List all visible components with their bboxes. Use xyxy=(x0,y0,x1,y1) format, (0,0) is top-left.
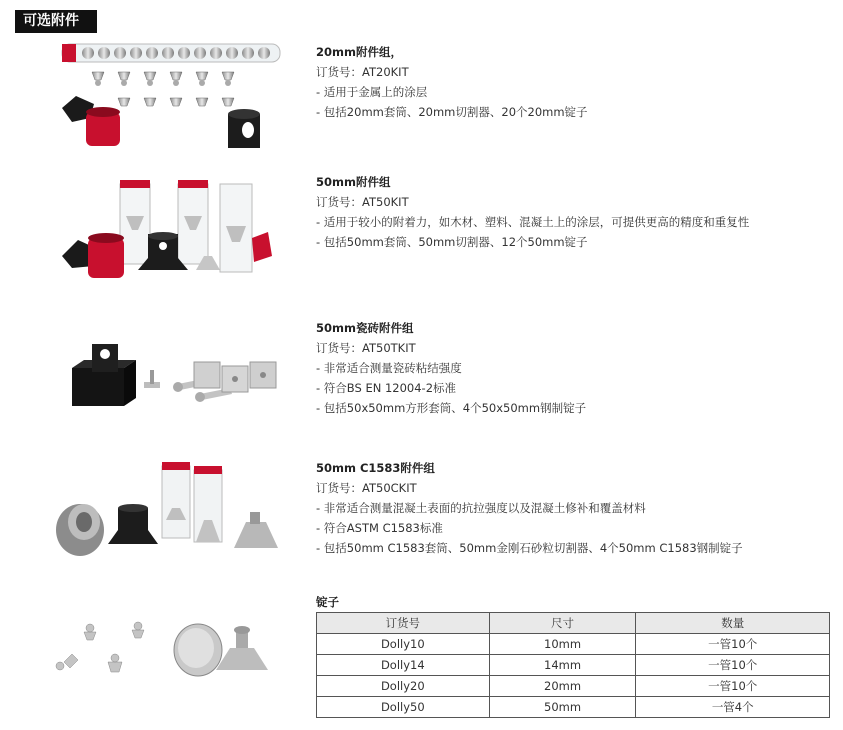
kit-50mm-image xyxy=(48,176,288,296)
column-header: 数量 xyxy=(636,613,830,634)
dollies-title: 锭子 xyxy=(316,595,339,609)
kit-feature: - 包括20mm套筒、20mm切割器、20个20mm锭子 xyxy=(316,105,588,119)
kit-name: 50mm C1583附件组 xyxy=(316,461,435,475)
kit-name: 50mm附件组 xyxy=(316,175,391,189)
kit-order-number: 订货号：AT50TKIT xyxy=(316,341,416,355)
table-row xyxy=(317,655,830,676)
table-cell: 一管10个 xyxy=(636,676,830,697)
table-cell: 14mm xyxy=(489,655,636,676)
kit-50mm-c1583-info xyxy=(316,458,743,558)
section-title: 可选附件 xyxy=(15,10,97,33)
table-row xyxy=(317,676,830,697)
kit-feature: - 包括50x50mm方形套筒、4个50x50mm钢制锭子 xyxy=(316,401,587,415)
kit-order-number: 订货号：AT20KIT xyxy=(316,65,409,79)
kit-feature: - 包括50mm套筒、50mm切割器、12个50mm锭子 xyxy=(316,235,588,249)
dollies-table xyxy=(316,612,830,718)
column-header: 尺寸 xyxy=(489,613,636,634)
kit-50mm-c1583-image xyxy=(48,460,288,580)
kit-order-number: 订货号：AT50KIT xyxy=(316,195,409,209)
table-cell: 10mm xyxy=(489,634,636,655)
kit-name: 20mm附件组， xyxy=(316,45,402,59)
table-cell: 50mm xyxy=(489,697,636,718)
kit-order-number: 订货号：AT50CKIT xyxy=(316,481,417,495)
table-cell: Dolly14 xyxy=(317,655,490,676)
table-cell: 20mm xyxy=(489,676,636,697)
table-cell: 一管10个 xyxy=(636,655,830,676)
column-header: 订货号 xyxy=(317,613,490,634)
dollies-image xyxy=(48,610,288,730)
kit-20mm-image xyxy=(48,40,288,160)
kit-feature: - 非常适合测量瓷砖粘结强度 xyxy=(316,361,462,375)
kit-feature: - 包括50mm C1583套筒、50mm金刚石砂粒切割器、4个50mm C1583钢制锭子 xyxy=(316,541,743,555)
kit-feature: - 非常适合测量混凝土表面的抗拉强度以及混凝土修补和覆盖材料 xyxy=(316,501,646,515)
kit-feature: - 符合BS EN 12004-2标准 xyxy=(316,381,457,395)
kit-feature: - 适用于金属上的涂层 xyxy=(316,85,428,99)
kit-50mm-tile-info xyxy=(316,318,586,418)
table-row xyxy=(317,697,830,718)
table-cell: Dolly50 xyxy=(317,697,490,718)
dollies-heading xyxy=(316,592,339,612)
kit-feature: - 符合ASTM C1583标准 xyxy=(316,521,443,535)
table-cell: Dolly10 xyxy=(317,634,490,655)
kit-name: 50mm瓷砖附件组 xyxy=(316,321,414,335)
table-cell: 一管4个 xyxy=(636,697,830,718)
table-header-row xyxy=(317,613,830,634)
kit-feature: - 适用于较小的附着力，如木材、塑料、混凝土上的涂层，可提供更高的精度和重复性 xyxy=(316,215,750,229)
table-cell: Dolly20 xyxy=(317,676,490,697)
kit-50mm-info xyxy=(316,172,749,252)
table-cell: 一管10个 xyxy=(636,634,830,655)
table-row xyxy=(317,634,830,655)
kit-20mm-info xyxy=(316,42,588,122)
kit-50mm-tile-image xyxy=(48,322,288,442)
